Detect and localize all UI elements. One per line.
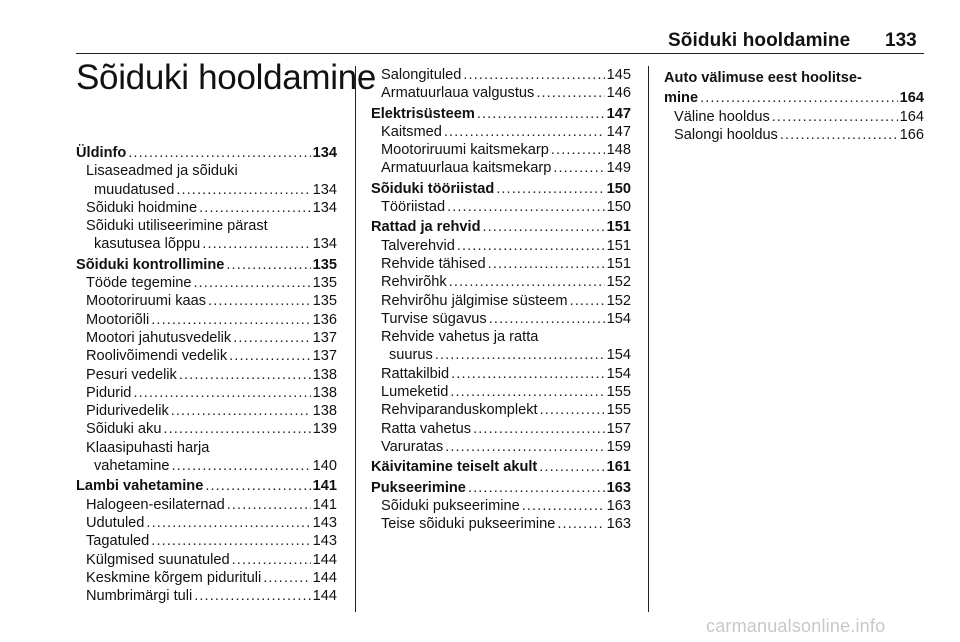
toc-entry-title: Klaasipuhasti harja: [86, 439, 210, 456]
toc-entry[interactable]: [371, 292, 631, 310]
toc-entry-page: 141: [312, 478, 337, 495]
toc-entry-title: Rehviparanduskomplekt: [381, 402, 538, 419]
toc-entry-title: Sõiduki tööriistad: [371, 180, 495, 197]
toc-entry[interactable]: [76, 551, 337, 569]
toc-entry-page: 144: [312, 588, 337, 605]
toc-dot-leader: [570, 292, 605, 310]
toc-entry-title: Roolivõimendi vedelik: [86, 348, 228, 365]
toc-entry-title: muudatused: [94, 181, 175, 198]
toc-dot-leader: [553, 159, 604, 177]
toc-entry[interactable]: [76, 457, 337, 475]
toc-dot-leader: [151, 532, 310, 550]
toc-entry[interactable]: [76, 384, 337, 402]
toc-entry[interactable]: [76, 532, 337, 550]
toc-entry[interactable]: [76, 292, 337, 310]
toc-entry[interactable]: [76, 217, 337, 235]
toc-dot-leader: [226, 256, 310, 274]
toc-entry-page: 151: [606, 255, 631, 272]
toc-entry[interactable]: [76, 274, 337, 292]
toc-entry-page: 135: [312, 293, 337, 310]
toc-entry-page: 145: [606, 67, 631, 83]
toc-dot-leader: [447, 198, 605, 216]
toc-dot-leader: [489, 310, 605, 328]
toc-dot-leader: [522, 497, 605, 515]
toc-dot-leader: [193, 274, 310, 292]
toc-entry[interactable]: [664, 69, 924, 87]
toc-entry-page: 137: [312, 329, 337, 346]
toc-entry-title: Lisaseadmed ja sõiduki: [86, 163, 238, 180]
toc-entry[interactable]: [371, 310, 631, 328]
toc-entry-title: Turvise sügavus: [381, 310, 487, 327]
toc-entry-page: 135: [312, 256, 337, 273]
toc-dot-leader: [128, 144, 310, 162]
toc-entry[interactable]: [371, 497, 631, 515]
toc-entry[interactable]: [371, 123, 631, 141]
toc-entry-page: 161: [606, 459, 631, 476]
toc-entry-page: 144: [312, 551, 337, 568]
toc-entry-title: Sõiduki aku: [86, 421, 162, 438]
toc-dot-leader: [233, 329, 310, 347]
toc-entry[interactable]: [371, 141, 631, 159]
toc-entry-page: 143: [312, 533, 337, 550]
toc-entry-title: vahetamine: [94, 458, 170, 475]
toc-entry-title: Sõiduki utiliseerimine pärast: [86, 218, 268, 235]
toc-dot-leader: [496, 180, 604, 198]
toc-entry-title: Väline hooldus: [674, 108, 770, 125]
toc-entry-title: Varuratas: [381, 438, 444, 455]
toc-entry-title: Talverehvid: [381, 237, 455, 254]
toc-entry-page: 138: [312, 403, 337, 420]
toc-dot-leader: [450, 383, 604, 401]
toc-entry-title: Lumeketid: [381, 384, 449, 401]
header-divider: [76, 53, 924, 54]
toc-entry-title: Salongi hooldus: [674, 126, 778, 143]
toc-entry-title: Elektrisüsteem: [371, 105, 475, 122]
toc-entry-title: Keskmine kõrgem pidurituli: [86, 569, 262, 586]
toc-entry-title: Sõiduki kontrollimine: [76, 256, 225, 273]
toc-entry-title: Mootoriruumi kaas: [86, 293, 207, 310]
toc-entry-title: Kaitsmed: [381, 123, 442, 140]
toc-entry[interactable]: [371, 273, 631, 291]
toc-entry[interactable]: [371, 346, 631, 364]
toc-entry-title: Rehvirõhu jälgimise süsteem: [381, 292, 568, 309]
toc-entry[interactable]: [371, 159, 631, 177]
toc-entry[interactable]: [371, 479, 631, 497]
column-divider-1: [355, 66, 356, 612]
toc-entry-page: 138: [312, 384, 337, 401]
toc-column-2: [371, 66, 631, 533]
toc-entry-title: Armatuurlaua kaitsmekarp: [381, 160, 552, 177]
toc-entry[interactable]: [371, 401, 631, 419]
toc-dot-leader: [449, 273, 605, 291]
toc-entry-page: 155: [606, 384, 631, 401]
toc-entry-title: Mootoriõli: [86, 311, 150, 328]
toc-entry[interactable]: [371, 218, 631, 236]
toc-dot-leader: [179, 366, 311, 384]
toc-dot-leader: [133, 384, 310, 402]
toc-entry[interactable]: [76, 366, 337, 384]
toc-entry[interactable]: [371, 180, 631, 198]
toc-entry-page: 163: [606, 497, 631, 514]
toc-entry[interactable]: [371, 198, 631, 216]
toc-entry-title: Udutuled: [86, 514, 145, 531]
toc-entry[interactable]: [76, 439, 337, 457]
toc-entry-title: Rehvide tähised: [381, 255, 486, 272]
toc-entry-page: 151: [606, 219, 631, 236]
toc-entry[interactable]: [371, 84, 631, 102]
toc-entry[interactable]: [76, 162, 337, 180]
toc-entry[interactable]: [371, 105, 631, 123]
toc-entry-page: 138: [312, 366, 337, 383]
toc-entry-page: 143: [312, 514, 337, 531]
toc-entry-title: mine: [664, 90, 699, 107]
toc-entry-page: 154: [606, 347, 631, 364]
toc-dot-leader: [435, 346, 605, 364]
toc-dot-leader: [488, 255, 605, 273]
toc-entry-page: 154: [606, 365, 631, 382]
toc-entry-title: Käivitamine teiselt akult: [371, 459, 538, 476]
toc-entry-title: Külgmised suunatuled: [86, 551, 230, 568]
toc-entry-page: 151: [606, 237, 631, 254]
toc-dot-leader: [780, 126, 898, 144]
toc-column-3: [664, 67, 924, 144]
toc-entry[interactable]: [76, 329, 337, 347]
toc-entry-title: Pesuri vedelik: [86, 366, 177, 383]
toc-entry-page: 134: [312, 145, 337, 161]
toc-dot-leader: [482, 218, 604, 236]
toc-entry-title: suurus: [389, 347, 433, 364]
toc-entry[interactable]: [371, 328, 631, 346]
toc-entry-page: 152: [606, 292, 631, 309]
toc-entry-page: 164: [899, 90, 924, 107]
toc-dot-leader: [445, 438, 604, 456]
toc-entry[interactable]: [371, 458, 631, 476]
toc-entry-page: 134: [312, 181, 337, 198]
toc-dot-leader: [176, 181, 310, 199]
toc-entry-page: 136: [312, 311, 337, 328]
toc-entry-title: kasutusea lõppu: [94, 236, 201, 253]
toc-entry[interactable]: [76, 420, 337, 438]
toc-entry-page: 159: [606, 438, 631, 455]
toc-entry-title: Sõiduki pukseerimine: [381, 497, 520, 514]
toc-entry[interactable]: [76, 144, 337, 162]
toc-entry-title: Lambi vahetamine: [76, 478, 204, 495]
toc-entry[interactable]: [76, 496, 337, 514]
toc-entry-title: Auto välimuse eest hoolitse-: [664, 70, 862, 86]
toc-entry-title: Sõiduki hoidmine: [86, 199, 198, 216]
toc-entry-page: 147: [606, 105, 631, 122]
toc-dot-leader: [232, 551, 311, 569]
toc-entry[interactable]: [371, 383, 631, 401]
toc-entry[interactable]: [76, 477, 337, 495]
toc-entry[interactable]: [371, 515, 631, 533]
toc-entry-page: 144: [312, 569, 337, 586]
toc-entry-page: 164: [899, 108, 924, 125]
toc-entry-title: Numbrimärgi tuli: [86, 588, 193, 605]
toc-entry-page: 134: [312, 199, 337, 216]
toc-entry-title: Pidurid: [86, 384, 132, 401]
toc-entry-page: 147: [606, 123, 631, 140]
toc-entry-title: Tagatuled: [86, 533, 150, 550]
toc-entry-page: 146: [606, 85, 631, 102]
toc-entry-page: 157: [606, 420, 631, 437]
toc-entry[interactable]: [664, 108, 924, 126]
toc-entry[interactable]: [371, 237, 631, 255]
toc-entry-title: Teise sõiduki pukseerimine: [381, 516, 556, 533]
watermark: carmanualsonline.info: [706, 616, 886, 636]
toc-dot-leader: [700, 89, 898, 107]
toc-entry-page: 139: [312, 421, 337, 438]
toc-entry-title: Salongituled: [381, 67, 462, 83]
toc-entry[interactable]: [76, 587, 337, 605]
toc-entry-title: Tööriistad: [381, 199, 446, 216]
toc-entry-title: Ratta vahetus: [381, 420, 472, 437]
toc-entry[interactable]: [371, 66, 631, 84]
toc-entry-page: 140: [312, 458, 337, 475]
toc-entry-title: Halogeen-esilaternad: [86, 496, 225, 513]
toc-entry-page: 155: [606, 402, 631, 419]
toc-entry-title: Mootoriruumi kaitsmekarp: [381, 142, 549, 159]
toc-dot-leader: [536, 84, 604, 102]
toc-entry-title: Mootori jahutusvedelik: [86, 329, 232, 346]
toc-entry[interactable]: [371, 420, 631, 438]
toc-entry-page: 150: [606, 180, 631, 197]
toc-entry[interactable]: [76, 347, 337, 365]
toc-dot-leader: [227, 496, 311, 514]
toc-entry-page: 163: [606, 516, 631, 533]
toc-entry-page: 134: [312, 236, 337, 253]
toc-entry[interactable]: [371, 255, 631, 273]
toc-entry[interactable]: [76, 256, 337, 274]
toc-column-1: [76, 142, 337, 605]
toc-dot-leader: [540, 401, 605, 419]
toc-entry[interactable]: [371, 365, 631, 383]
toc-entry-page: 163: [606, 479, 631, 496]
toc-dot-leader: [551, 141, 605, 159]
toc-dot-leader: [772, 108, 898, 126]
toc-entry-page: 135: [312, 275, 337, 292]
page-number: 133: [885, 30, 917, 51]
toc-entry-page: 154: [606, 310, 631, 327]
toc-dot-leader: [539, 458, 604, 476]
toc-entry[interactable]: [76, 199, 337, 217]
toc-entry-page: 150: [606, 199, 631, 216]
toc-dot-leader: [451, 365, 605, 383]
running-header-title: Sõiduki hooldamine: [668, 30, 851, 51]
toc-dot-leader: [444, 123, 605, 141]
toc-entry-page: 166: [899, 126, 924, 143]
toc-entry-title: Rehvide vahetus ja ratta: [381, 329, 539, 346]
toc-entry[interactable]: [76, 235, 337, 253]
toc-dot-leader: [171, 457, 310, 475]
toc-entry[interactable]: [76, 569, 337, 587]
toc-entry-title: Üldinfo: [76, 145, 127, 161]
toc-entry-title: Rattakilbid: [381, 365, 450, 382]
toc-dot-leader: [208, 292, 311, 310]
toc-entry[interactable]: [664, 89, 924, 107]
toc-dot-leader: [194, 587, 310, 605]
toc-entry-title: Pidurivedelik: [86, 403, 169, 420]
column-divider-2: [648, 66, 649, 612]
toc-dot-leader: [463, 66, 604, 84]
toc-entry-title: Rattad ja rehvid: [371, 219, 481, 236]
toc-entry-page: 148: [606, 142, 631, 159]
toc-entry-page: 149: [606, 160, 631, 177]
toc-dot-leader: [202, 235, 310, 253]
toc-entry[interactable]: [664, 126, 924, 144]
toc-entry-title: Rehvirõhk: [381, 274, 447, 291]
toc-dot-leader: [473, 420, 605, 438]
chapter-title: Sõiduki hooldamine: [76, 58, 377, 97]
toc-dot-leader: [477, 105, 605, 123]
toc-entry[interactable]: [76, 514, 337, 532]
toc-dot-leader: [151, 311, 310, 329]
toc-dot-leader: [263, 569, 310, 587]
toc-entry-title: Tööde tegemine: [86, 275, 192, 292]
toc-entry-title: Pukseerimine: [371, 479, 466, 496]
toc-dot-leader: [171, 402, 311, 420]
toc-entry[interactable]: [76, 181, 337, 199]
toc-dot-leader: [199, 199, 310, 217]
toc-dot-leader: [205, 477, 310, 495]
toc-entry[interactable]: [371, 438, 631, 456]
toc-entry-page: 152: [606, 274, 631, 291]
toc-dot-leader: [163, 420, 310, 438]
toc-entry[interactable]: [76, 311, 337, 329]
toc-dot-leader: [146, 514, 310, 532]
toc-dot-leader: [557, 515, 604, 533]
toc-entry-title: Armatuurlaua valgustus: [381, 85, 535, 102]
toc-entry[interactable]: [76, 402, 337, 420]
toc-entry-page: 137: [312, 348, 337, 365]
toc-dot-leader: [468, 479, 605, 497]
toc-dot-leader: [229, 347, 310, 365]
toc-dot-leader: [457, 237, 605, 255]
toc-entry-page: 141: [312, 496, 337, 513]
